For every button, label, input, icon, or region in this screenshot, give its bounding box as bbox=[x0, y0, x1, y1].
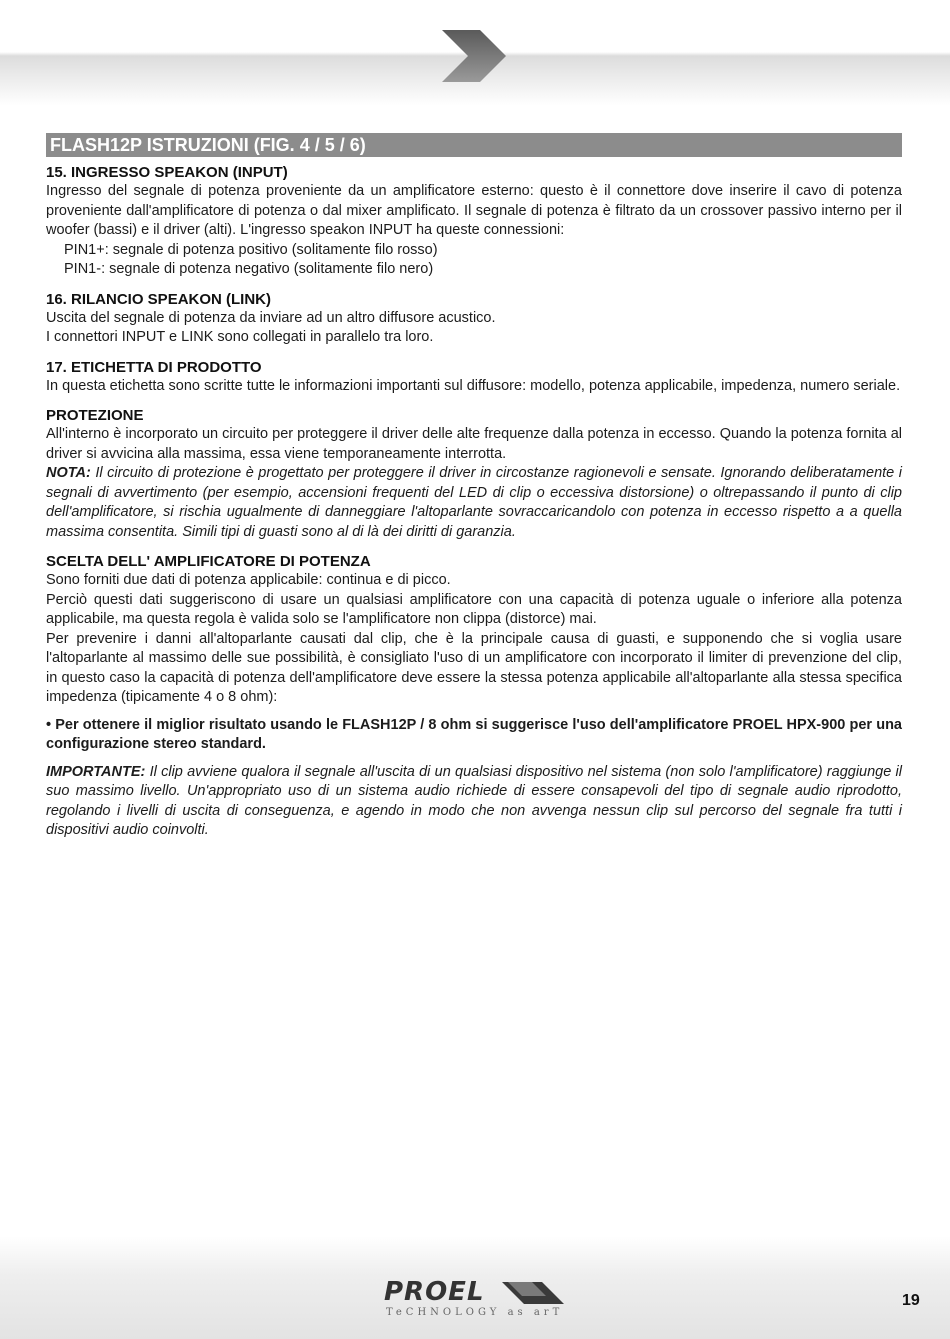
heading-scelta-amplificatore: SCELTA DELL' AMPLIFICATORE DI POTENZA bbox=[46, 553, 371, 570]
paragraph-speakon-input: Ingresso del segnale di potenza proveniente da un amplificatore esterno: questo è il connettore dove inserire il cavo di potenza proveniente dall'amplificatore di potenza o dal mixer amplificato. Il segnale di potenza è filtrato da un crossover passivo interno per il woofer (bassi) e il driver (alti). L'ingresso speakon INPUT ha queste connessioni: bbox=[46, 183, 902, 238]
note-text: Il circuito di protezione è progettato per proteggere il driver in circostanze ragionevoli e sensate. Ignorando deliberatamente i segnali di avvertimento (per esempio, accensioni frequenti del LED di clip o eccessiva distorsione) o oltrepassando il punto di clip dell'amplificatore, si rischia ugualmente di danneggiare l'altoparlante sovraccaricandolo con potenza in eccesso rispetto a a quella massima consentita. Simili tipi di guasti sono al di là dei diritti di garanzia. bbox=[46, 465, 902, 540]
logo-wordmark: PROEL bbox=[384, 1277, 485, 1307]
note-paragraph bbox=[46, 464, 902, 542]
paragraph-scelta-3: Per prevenire i danni all'altoparlante causati dal clip, che è la principale causa di guasti, e supponendo che si voglia usare l'altoparlante al massimo delle sue possibilità, è consigliato l'uso di un amplificatore con incorporato il limiter di prevenzione del clip, in questo caso la capacità di potenza dell'amplificatore deve essere la stessa potenza applicabile all'altoparlante alla stessa specifica impedenza (tipicamente 4 o 8 ohm): bbox=[46, 630, 902, 705]
logo-tagline: TeCHNOLOGY as arT bbox=[386, 1307, 564, 1318]
paragraph-product-label: In questa etichetta sono scritte tutte le informazioni importanti sul diffusore: modello, potenza applicabile, impedenza, numero seriale. bbox=[46, 377, 901, 394]
chevron-arrow-icon bbox=[440, 28, 508, 84]
heading-speakon-link: 16. RILANCIO SPEAKON (LINK) bbox=[46, 290, 272, 308]
heading-speakon-input: 15. INGRESSO SPEAKON (INPUT) bbox=[46, 164, 288, 181]
paragraph-scelta-2: Perciò questi dati suggeriscono di usare un qualsiasi amplificatore con una capacità di potenza uguale o inferiore alla potenza applicabile, ma questa regola è valida solo se l'amplificatore non clippa (distorce) mai. bbox=[46, 591, 902, 627]
logo-swoosh-icon bbox=[502, 1282, 564, 1304]
main-content bbox=[46, 133, 902, 841]
paragraph-scelta-1: Sono forniti due dati di potenza applicabile: continua e di picco. bbox=[46, 572, 451, 588]
important-paragraph bbox=[46, 763, 902, 841]
pin-negative-text: PIN1-: segnale di potenza negativo (solitamente filo nero) bbox=[64, 261, 434, 277]
important-text: Il clip avviene qualora il segnale all'uscita di un qualsiasi dispositivo nel sistema (non solo l'amplificatore) raggiunge il suo massimo livello. Un'appropriato uso di un sistema audio richiede di essere consapevoli del tipo di segnale audio riprodotto, regolando i livelli di uscita di conseguenza, e agendo in modo che non avvenga nessun clip sul percorso del segnale fra tutti i dispositivi audio coinvolti. bbox=[46, 763, 902, 838]
paragraph-link-line1: Uscita del segnale di potenza da inviare ad un altro diffusore acustico. bbox=[46, 309, 496, 326]
heading-protezione: PROTEZIONE bbox=[46, 407, 144, 424]
proel-logo bbox=[384, 1278, 568, 1328]
paragraph-protezione: All'interno è incorporato un circuito per proteggere il driver delle alte frequenze dalla potenza in eccesso. Quando la potenza fornita al driver si avvicina alla massima, essa viene temporaneamente interrotta. bbox=[46, 426, 902, 462]
heading-product-label: 17. ETICHETTA DI PRODOTTO bbox=[46, 358, 262, 376]
paragraph-link-line2: I connettori INPUT e LINK sono collegati in parallelo tra loro. bbox=[46, 329, 434, 345]
page-number: 19 bbox=[902, 1292, 920, 1309]
recommendation-paragraph: • Per ottenere il miglior risultato usando le FLASH12P / 8 ohm si suggerisce l'uso dell'amplificatore PROEL HPX-900 per una configurazione stereo standard. bbox=[46, 716, 902, 752]
note-label: NOTA: bbox=[46, 465, 91, 481]
important-label: IMPORTANTE: bbox=[46, 763, 146, 780]
section-title: FLASH12P ISTRUZIONI (FIG. 4 / 5 / 6) bbox=[46, 133, 902, 157]
pin-positive-text: PIN1+: segnale di potenza positivo (solitamente filo rosso) bbox=[64, 241, 438, 258]
